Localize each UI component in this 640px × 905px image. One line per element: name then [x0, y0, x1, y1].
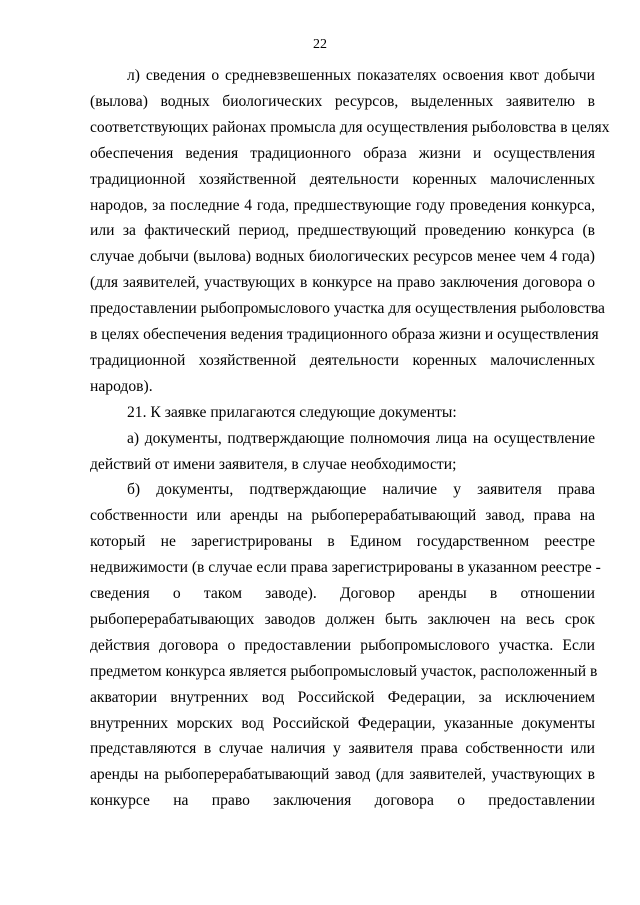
text-line: а) документы, подтверждающие полномочия лица на осуществление [127, 429, 595, 447]
text-line: соответствующих районах промысла для осуществления рыболовства в целях [90, 118, 610, 136]
text-line: недвижимости (в случае если права зарегистрированы в указанном реестре - [90, 559, 601, 577]
text-line: сведения о таком заводе). Договор аренды в отношении [90, 585, 595, 602]
text-line: который не зарегистрированы в Едином государственном реестре [90, 533, 595, 551]
text-line: традиционной хозяйственной деятельности коренных малочисленных [90, 170, 595, 188]
text-line: рыбоперерабатывающих заводов должен быть заключен на весь срок [90, 610, 595, 628]
text-line: 21. К заявке прилагаются следующие документы: [127, 403, 457, 421]
page-number: 22 [313, 37, 327, 52]
text-line: в целях обеспечения ведения традиционного образа жизни и осуществления [90, 326, 599, 343]
text-line: представляются в случае наличия у заявителя права собственности или [90, 740, 595, 758]
text-line: традиционной хозяйственной деятельности коренных малочисленных [90, 351, 595, 369]
text-line: народов). [90, 377, 153, 395]
text-line: (вылова) водных биологических ресурсов, выделенных заявителю в [90, 92, 595, 110]
text-line: собственности или аренды на рыбоперерабатывающий завод, права на [90, 507, 595, 525]
text-line: или за фактический период, предшествующий проведению конкурса (в [90, 222, 595, 240]
text-line: действий от имени заявителя, в случае необходимости; [90, 455, 457, 473]
text-line: акватории внутренних вод Российской Федерации, за исключением [90, 688, 595, 706]
text-line: случае добычи (вылова) водных биологических ресурсов менее чем 4 года) [90, 248, 595, 266]
text-line: б) документы, подтверждающие наличие у заявителя права [127, 481, 595, 499]
text-line: обеспечения ведения традиционного образа жизни и осуществления [90, 144, 595, 162]
text-line: предметом конкурса является рыбопромысловый участок, расположенный в [90, 662, 598, 680]
text-line: действия договора о предоставлении рыбопромыслового участка. Если [90, 636, 595, 654]
text-line: предоставлении рыбопромыслового участка для осуществления рыболовства [90, 300, 605, 318]
text-line: внутренних морских вод Российской Федерации, указанные документы [90, 714, 595, 732]
text-line: народов, за последние 4 года, предшествующие году проведения конкурса, [90, 196, 595, 214]
text-line: конкурсе на право заключения договора о предоставлении [90, 792, 595, 810]
text-line: л) сведения о средневзвешенных показателях освоения квот добычи [127, 67, 595, 84]
text-line: (для заявителей, участвующих в конкурсе на право заключения договора о [90, 274, 595, 292]
text-line: аренды на рыбоперерабатывающий завод (для заявителей, участвующих в [90, 766, 595, 784]
